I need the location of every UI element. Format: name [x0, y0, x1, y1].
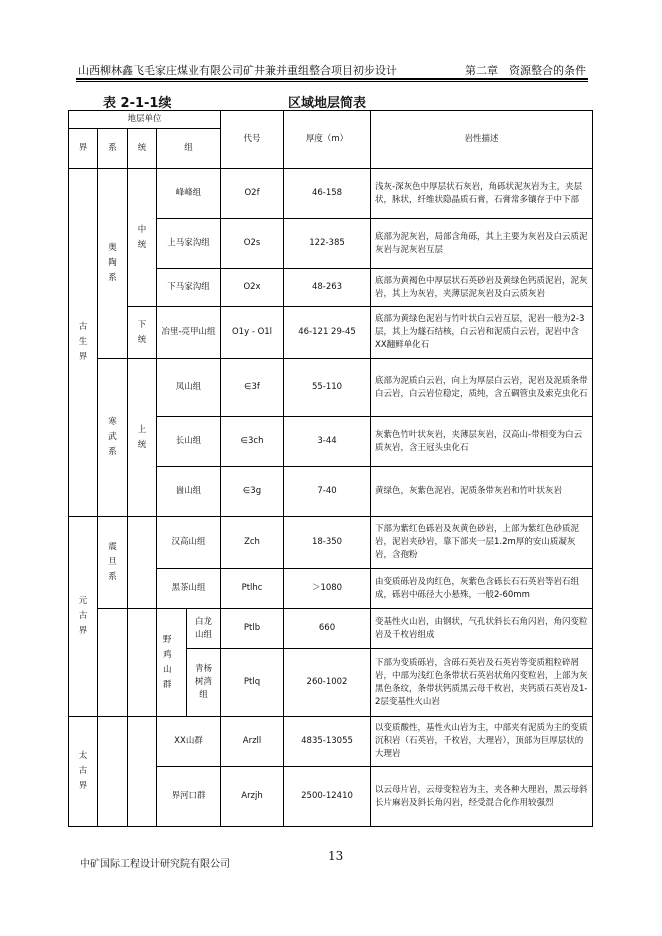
series-cell: [128, 169, 157, 307]
era-label: 元古界: [78, 596, 88, 636]
code-cell: O1y - O1l: [221, 307, 284, 359]
description-cell: 灰紫色竹叶状灰岩，夹薄层灰岩，汉高山-带相变为白云质灰岩，含王冠头虫化石: [371, 417, 593, 467]
header-era: 界: [69, 129, 98, 169]
system-cell: [98, 359, 128, 517]
thickness-cell: 55-110: [284, 359, 371, 417]
era-cell: [69, 717, 98, 827]
series-cell-empty: [128, 517, 157, 609]
code-cell: O2s: [221, 219, 284, 269]
group-cell: 汉高山组: [157, 517, 221, 569]
code-cell: Ptlhc: [221, 569, 284, 609]
series-label: 上统: [137, 424, 147, 450]
description-cell: 变基性火山岩，由钢状，气孔状斜长石角闪岩，角闪变粒岩及千枚岩组成: [371, 609, 593, 649]
group-cell: 白龙山组: [186, 609, 220, 649]
header-strat-unit: 地层单位: [69, 111, 221, 129]
group-cell: 青杨树湾组: [186, 649, 220, 716]
description-cell: 底部为黄绿色泥岩与竹叶状白云岩互层，泥岩一般为2-3层，其上为燧石结核，白云岩和泥质白云岩，泥岩中含XX翻鲜单化石: [371, 307, 593, 359]
thickness-cell: 4835-13055: [284, 717, 371, 767]
thickness-cell: 46-158: [284, 169, 371, 219]
header-title: 山西柳林鑫飞毛家庄煤业有限公司矿井兼并重组整合项目初步设计: [78, 64, 397, 77]
series-cell: [128, 359, 157, 517]
table-number: 表 2-1-1续: [103, 96, 172, 111]
group-cell: 下马家沟组: [157, 269, 221, 307]
group-cell: 黑茶山组: [157, 569, 221, 609]
code-cell: O2x: [221, 269, 284, 307]
description-cell: 下部为变质砾岩，含砾石英岩及石英岩等变质粗粒碎屑岩，中部为浅红色条带状石英岩状角闪变粒岩，上部为灰黑色条纹，条带状钙质黑云母千枚岩，夹钙质石英岩及1-2层变基性火山岩: [371, 649, 593, 717]
system-cell-empty: [98, 609, 128, 717]
description-cell: 底部为泥质白云岩，向上为厚层白云岩，泥岩及泥质条带白云岩，白云岩位稳定，质纯，含五碉管虫及索克虫化石: [371, 359, 593, 417]
thickness-cell: ＞1080: [284, 569, 371, 609]
era-cell: [69, 169, 98, 517]
code-cell: ∈3f: [221, 359, 284, 417]
thickness-cell: 660: [284, 609, 371, 649]
series-cell-empty: [128, 609, 157, 717]
group-cell: 崮山组: [157, 467, 221, 517]
series-label: 中统: [137, 224, 147, 250]
page-header: [76, 62, 588, 78]
code-cell: Ptlb: [221, 609, 284, 649]
thickness-cell: 48-263: [284, 269, 371, 307]
header-rule-thin: [76, 81, 588, 82]
system-label: 奥陶系: [108, 243, 117, 283]
era-label: 太古界: [78, 751, 88, 791]
code-cell: ∈3ch: [221, 417, 284, 467]
thickness-cell: 260-1002: [284, 649, 371, 717]
supergroup-cell: [157, 609, 221, 717]
group-cell: 凤山组: [157, 359, 221, 417]
group-cell: 界河口群: [157, 767, 221, 827]
code-cell: Arzjh: [221, 767, 284, 827]
group-cell: 长山组: [157, 417, 221, 467]
description-cell: 以变质酸性，基性火山岩为主，中部夹有泥质为主的变质沉积岩（石英岩，千枚岩，大理岩），顶部为巨厚层状的大理岩: [371, 717, 593, 767]
group-cell: XX山群: [157, 717, 221, 767]
system-cell: [98, 517, 128, 609]
header-series: 统: [128, 129, 157, 169]
system-label: 寒武系: [108, 417, 117, 457]
thickness-cell: 3-44: [284, 417, 371, 467]
group-cell: 上马家沟组: [157, 219, 221, 269]
thickness-cell: 2500-12410: [284, 767, 371, 827]
code-cell: Zch: [221, 517, 284, 569]
supergroup-label: 野鸡山群: [163, 634, 172, 690]
code-cell: Ptlq: [221, 649, 284, 717]
description-cell: 黄绿色，灰紫色泥岩，泥质条带灰岩和竹叶状灰岩: [371, 467, 593, 517]
system-cell-empty: [98, 717, 128, 827]
system-cell: [98, 169, 128, 359]
group-cell: 峰峰组: [157, 169, 221, 219]
thickness-cell: 122-385: [284, 219, 371, 269]
description-cell: 浅灰-深灰色中厚层状石灰岩，角砾状泥灰岩为主，夹层状，脉状，纤维状隐晶质石膏，石膏常多镶存于中下部: [371, 169, 593, 219]
description-cell: 底部为黄褐色中厚层状石英砂岩及黄绿色钙质泥岩，泥灰岩，其上为灰岩，夹薄层泥灰岩及白云质灰岩: [371, 269, 593, 307]
system-label: 震旦系: [108, 542, 117, 582]
code-cell: ∈3g: [221, 467, 284, 517]
description-cell: 底部为泥灰岩，局部含角砾，其上主要为灰岩及白云质泥灰岩与泥灰岩互层: [371, 219, 593, 269]
code-cell: O2f: [221, 169, 284, 219]
stratigraphy-table: [68, 110, 593, 827]
era-label: 古生界: [78, 322, 88, 362]
header-thickness: 厚度（m）: [284, 111, 371, 169]
header-code: 代号: [221, 111, 284, 169]
header-rule: [76, 78, 588, 80]
group-cell: 冶里-亮甲山组: [157, 307, 221, 359]
header-description: 岩性描述: [371, 111, 593, 169]
table-title: 区域地层简表: [288, 96, 367, 111]
description-cell: 下部为紫红色砾岩及灰黄色砂岩，上部为紫红色砂质泥岩，泥岩夹砂岩，靠下部夹一层1.2m厚的安山质凝灰岩，含孢粉: [371, 517, 593, 569]
header-chapter: 第二章 资源整合的条件: [465, 64, 586, 77]
page-number: 13: [328, 849, 344, 863]
header-system: 系: [98, 129, 128, 169]
series-cell-empty: [128, 717, 157, 827]
footer-company: 中矿国际工程设计研究院有限公司: [80, 859, 230, 870]
description-cell: 以云母片岩，云母变粒岩为主，夹各种大理岩，黑云母斜长片麻岩及斜长角闪岩，经受混合化作用较强烈: [371, 767, 593, 827]
thickness-cell: 18-350: [284, 517, 371, 569]
series-label: 下统: [137, 319, 147, 345]
description-cell: 由变质砾岩及肉红色，灰紫色含砾长石石英岩等岩石组成，砾岩中砾径大小悬殊，一般2-60mm: [371, 569, 593, 609]
thickness-cell: 7-40: [284, 467, 371, 517]
thickness-cell: 46-121 29-45: [284, 307, 371, 359]
header-group: 组: [157, 129, 221, 169]
code-cell: Arzll: [221, 717, 284, 767]
era-cell: [69, 517, 98, 717]
series-cell: [128, 307, 157, 359]
page-footer: [76, 849, 588, 870]
